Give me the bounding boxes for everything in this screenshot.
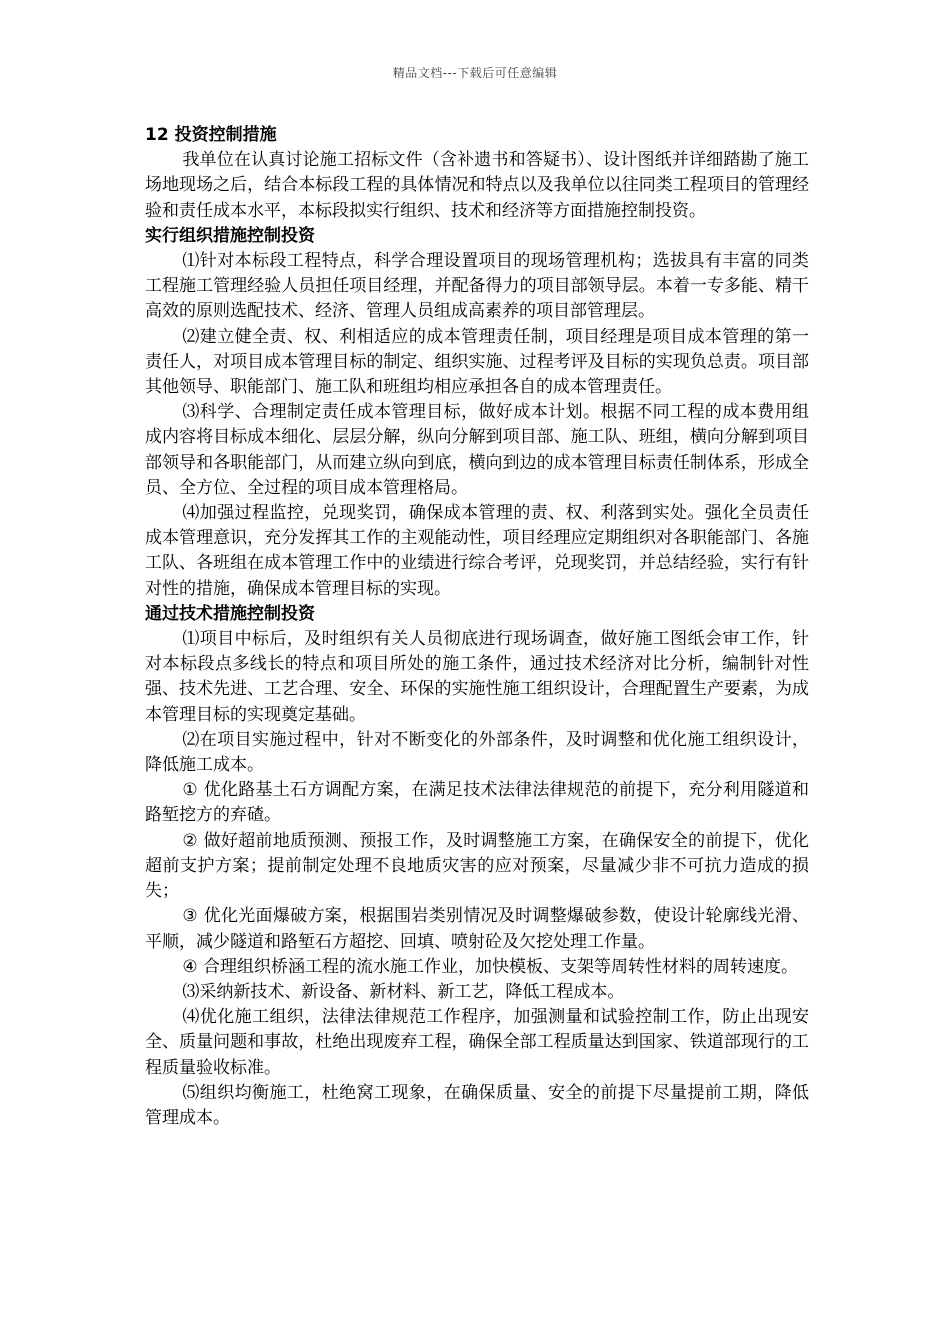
paragraph: ① 优化路基土石方调配方案，在满足技术法律法律规范的前提下，充分利用隧道和路堑挖方的弃碴。 [145, 780, 809, 826]
page-header: 精品文档---下载后可任意编辑 [392, 66, 558, 80]
section-title: 12 投资控制措施 [145, 125, 277, 145]
paragraph: ⑷加强过程监控，兑现奖罚，确保成本管理的责、权、利落到实处。强化全员责任成本管理意识，充分发挥其工作的主观能动性，项目经理应定期组织对各职能部门、各施工队、各班组在成本管理工作中的业绩进行综合考评，兑现奖罚，并总结经验，实行有针对性的措施，确保成本管理目标的实现。 [145, 503, 809, 599]
paragraph: ④ 合理组织桥涵工程的流水施工作业，加快模板、支架等周转性材料的周转速度。 [182, 956, 799, 977]
paragraph: ⑵建立健全责、权、利相适应的成本管理责任制，项目经理是项目成本管理的第一责任人，对项目成本管理目标的制定、组织实施、过程考评及目标的实现负总责。项目部其他领导、职能部门、施工队和班组均相应承担各自的成本管理责任。 [145, 326, 809, 398]
paragraph: ③ 优化光面爆破方案，根据围岩类别情况及时调整爆破参数，使设计轮廓线光滑、平顺，减少隧道和路堑石方超挖、回填、喷射砼及欠挖处理工作量。 [145, 906, 809, 952]
paragraph: ⑷优化施工组织，法律法律规范工作程序，加强测量和试验控制工作，防止出现安全、质量问题和事故，杜绝出现废弃工程，确保全部工程质量达到国家、铁道部现行的工程质量验收标准。 [145, 1007, 809, 1078]
paragraph: ⑴项目中标后，及时组织有关人员彻底进行现场调查，做好施工图纸会审工作，针对本标段点多线长的特点和项目所处的施工条件，通过技术经济对比分析，编制针对性强、技术先进、工艺合理、安全、环保的实施性施工组织设计，合理配置生产要素，为成本管理目标的实现奠定基础。 [145, 629, 809, 725]
paragraph: ⑸组织均衡施工，杜绝窝工现象，在确保质量、安全的前提下尽量提前工期，降低管理成本。 [145, 1082, 809, 1128]
subsection-heading: 通过技术措施控制投资 [145, 603, 315, 624]
subsection-heading: 实行组织措施控制投资 [145, 225, 315, 246]
paragraph: ② 做好超前地质预测、预报工作，及时调整施工方案，在确保安全的前提下，优化超前支护方案；提前制定处理不良地质灾害的应对预案，尽量减少非不可抗力造成的损失； [145, 830, 809, 902]
paragraph: ⑶科学、合理制定责任成本管理目标，做好成本计划。根据不同工程的成本费用组成内容将目标成本细化、层层分解，纵向分解到项目部、施工队、班组，横向分解到项目部领导和各职能部门，从而建立纵向到底，横向到边的成本管理目标责任制体系，形成全员、全方位、全过程的项目成本管理格局。 [145, 402, 809, 498]
paragraph: ⑵在项目实施过程中，针对不断变化的外部条件，及时调整和优化施工组织设计，降低施工成本。 [145, 729, 809, 776]
document-body [145, 123, 809, 1131]
paragraph: ⑴针对本标段工程特点，科学合理设置项目的现场管理机构；选拔具有丰富的同类工程施工管理经验人员担任项目经理，并配备得力的项目部领导层。本着一专多能、精干高效的原则选配技术、经济、管理人员组成高素养的项目部管理层。 [145, 251, 809, 322]
paragraph: ⑶采纳新技术、新设备、新材料、新工艺，降低工程成本。 [182, 981, 625, 1002]
paragraph: 我单位在认真讨论施工招标文件（含补遗书和答疑书）、设计图纸并详细踏勘了施工场地现场之后，结合本标段工程的具体情况和特点以及我单位以往同类工程项目的管理经验和责任成本水平，本标段拟实行组织、技术和经济等方面措施控制投资。 [145, 150, 809, 221]
